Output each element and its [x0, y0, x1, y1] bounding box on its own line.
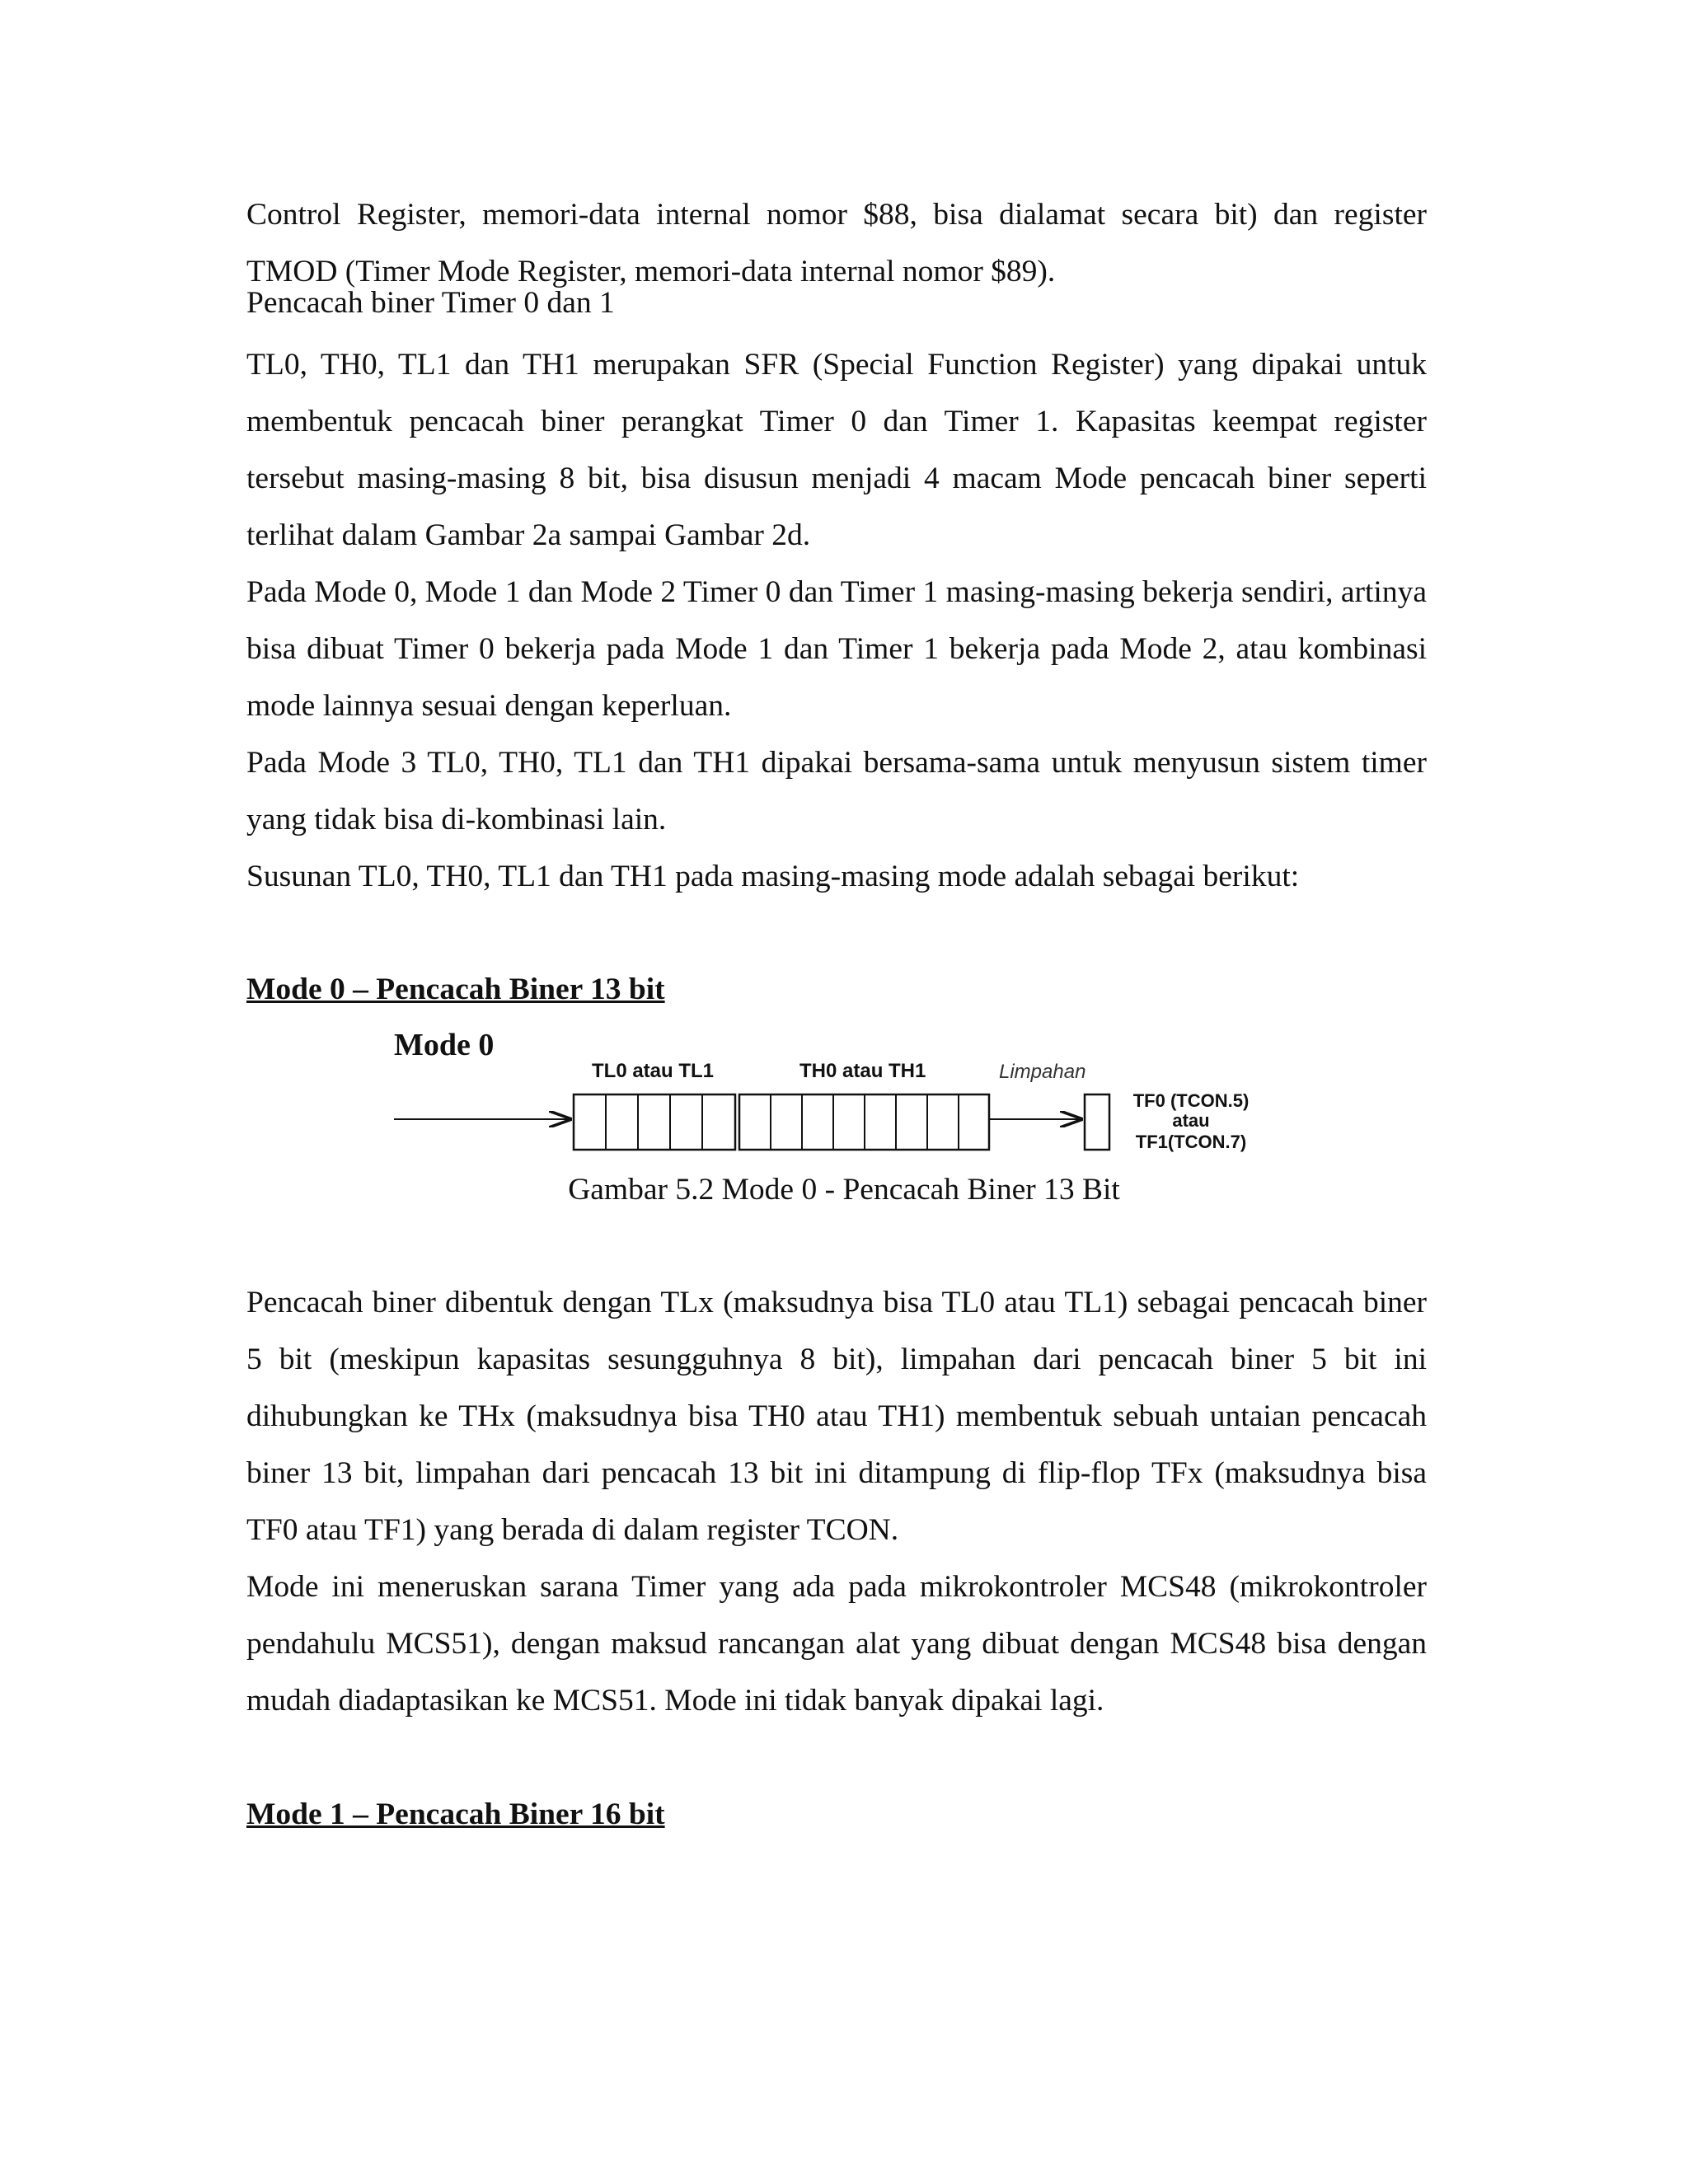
paragraph-mode-3: Pada Mode 3 TL0, TH0, TL1 dan TH1 dipakai bersama-sama untuk menyusun sistem timer yang tidak bisa di-kombinasi lain.: [246, 746, 1427, 837]
figure-mode-0-diagram: [379, 1022, 1327, 1170]
overflow-label: Limpahan: [999, 1061, 1086, 1083]
paragraph-mode-0-1-2: Pada Mode 0, Mode 1 dan Mode 2 Timer 0 dan Timer 1 masing-masing bekerja sendiri, artinya bisa dibuat Timer 0 bekerja pada Mode 1 dan Timer 1 bekerja pada Mode 2, atau kombinasi mode lainnya sesuai dengan keperluan.: [246, 575, 1427, 723]
figure-caption: Gambar 5.2 Mode 0 - Pencacah Biner 13 Bit: [568, 1173, 1120, 1207]
tf-label-line3: TF1(TCON.7): [1135, 1132, 1247, 1152]
tf-label-line2: atau: [1172, 1110, 1210, 1131]
paragraph-mode-mcs48: Mode ini meneruskan sarana Timer yang ada pada mikrokontroler MCS48 (mikrokontroler pendahulu MCS51), dengan maksud rancangan alat yang dibuat dengan MCS48 bisa dengan mudah diadaptasikan ke MCS51. Mode ini tidak banyak dipakai lagi.: [246, 1570, 1427, 1718]
paragraph-susunan: Susunan TL0, TH0, TL1 dan TH1 pada masing-masing mode adalah sebagai berikut:: [246, 860, 1300, 893]
tl-register: [574, 1094, 735, 1150]
heading-mode-0: Mode 0 – Pencacah Biner 13 bit: [246, 972, 665, 1006]
heading-mode-1: Mode 1 – Pencacah Biner 16 bit: [246, 1797, 665, 1831]
paragraph-control-register: Control Register, memori-data internal nomor $88, bisa dialamat secara bit) dan register TMOD (Timer Mode Register, memori-data internal nomor $89).: [246, 198, 1427, 288]
tf-flag-box: [1085, 1094, 1109, 1150]
paragraph-subheading-timer: Pencacah biner Timer 0 dan 1: [246, 286, 615, 320]
paragraph-pencacah-biner: Pencacah biner dibentuk dengan TLx (maksudnya bisa TL0 atau TL1) sebagai pencacah biner 5 bit (meskipun kapasitas sesungguhnya 8 bit), limpahan dari pencacah biner 5 bit ini dihubungkan ke THx (maksudnya bisa TH0 atau TH1) membentuk sebuah untaian pencacah biner 13 bit, limpahan dari pencacah 13 bit ini ditampung di flip-flop TFx (maksudnya bisa TF0 atau TF1) yang berada di dalam register TCON.: [246, 1286, 1427, 1547]
th-register: [739, 1094, 989, 1150]
tl-label: TL0 atau TL1: [592, 1060, 715, 1082]
tf-label-line1: TF0 (TCON.5): [1132, 1090, 1250, 1111]
figure-title: Mode 0: [394, 1028, 495, 1062]
paragraph-sfr: TL0, TH0, TL1 dan TH1 merupakan SFR (Special Function Register) yang dipakai untuk membentuk pencacah biner perangkat Timer 0 dan Timer 1. Kapasitas keempat register tersebut masing-masing 8 bit, bisa disusun menjadi 4 macam Mode pencacah biner seperti terlihat dalam Gambar 2a sampai Gambar 2d.: [246, 348, 1427, 552]
th-label: TH0 atau TH1: [799, 1060, 926, 1082]
